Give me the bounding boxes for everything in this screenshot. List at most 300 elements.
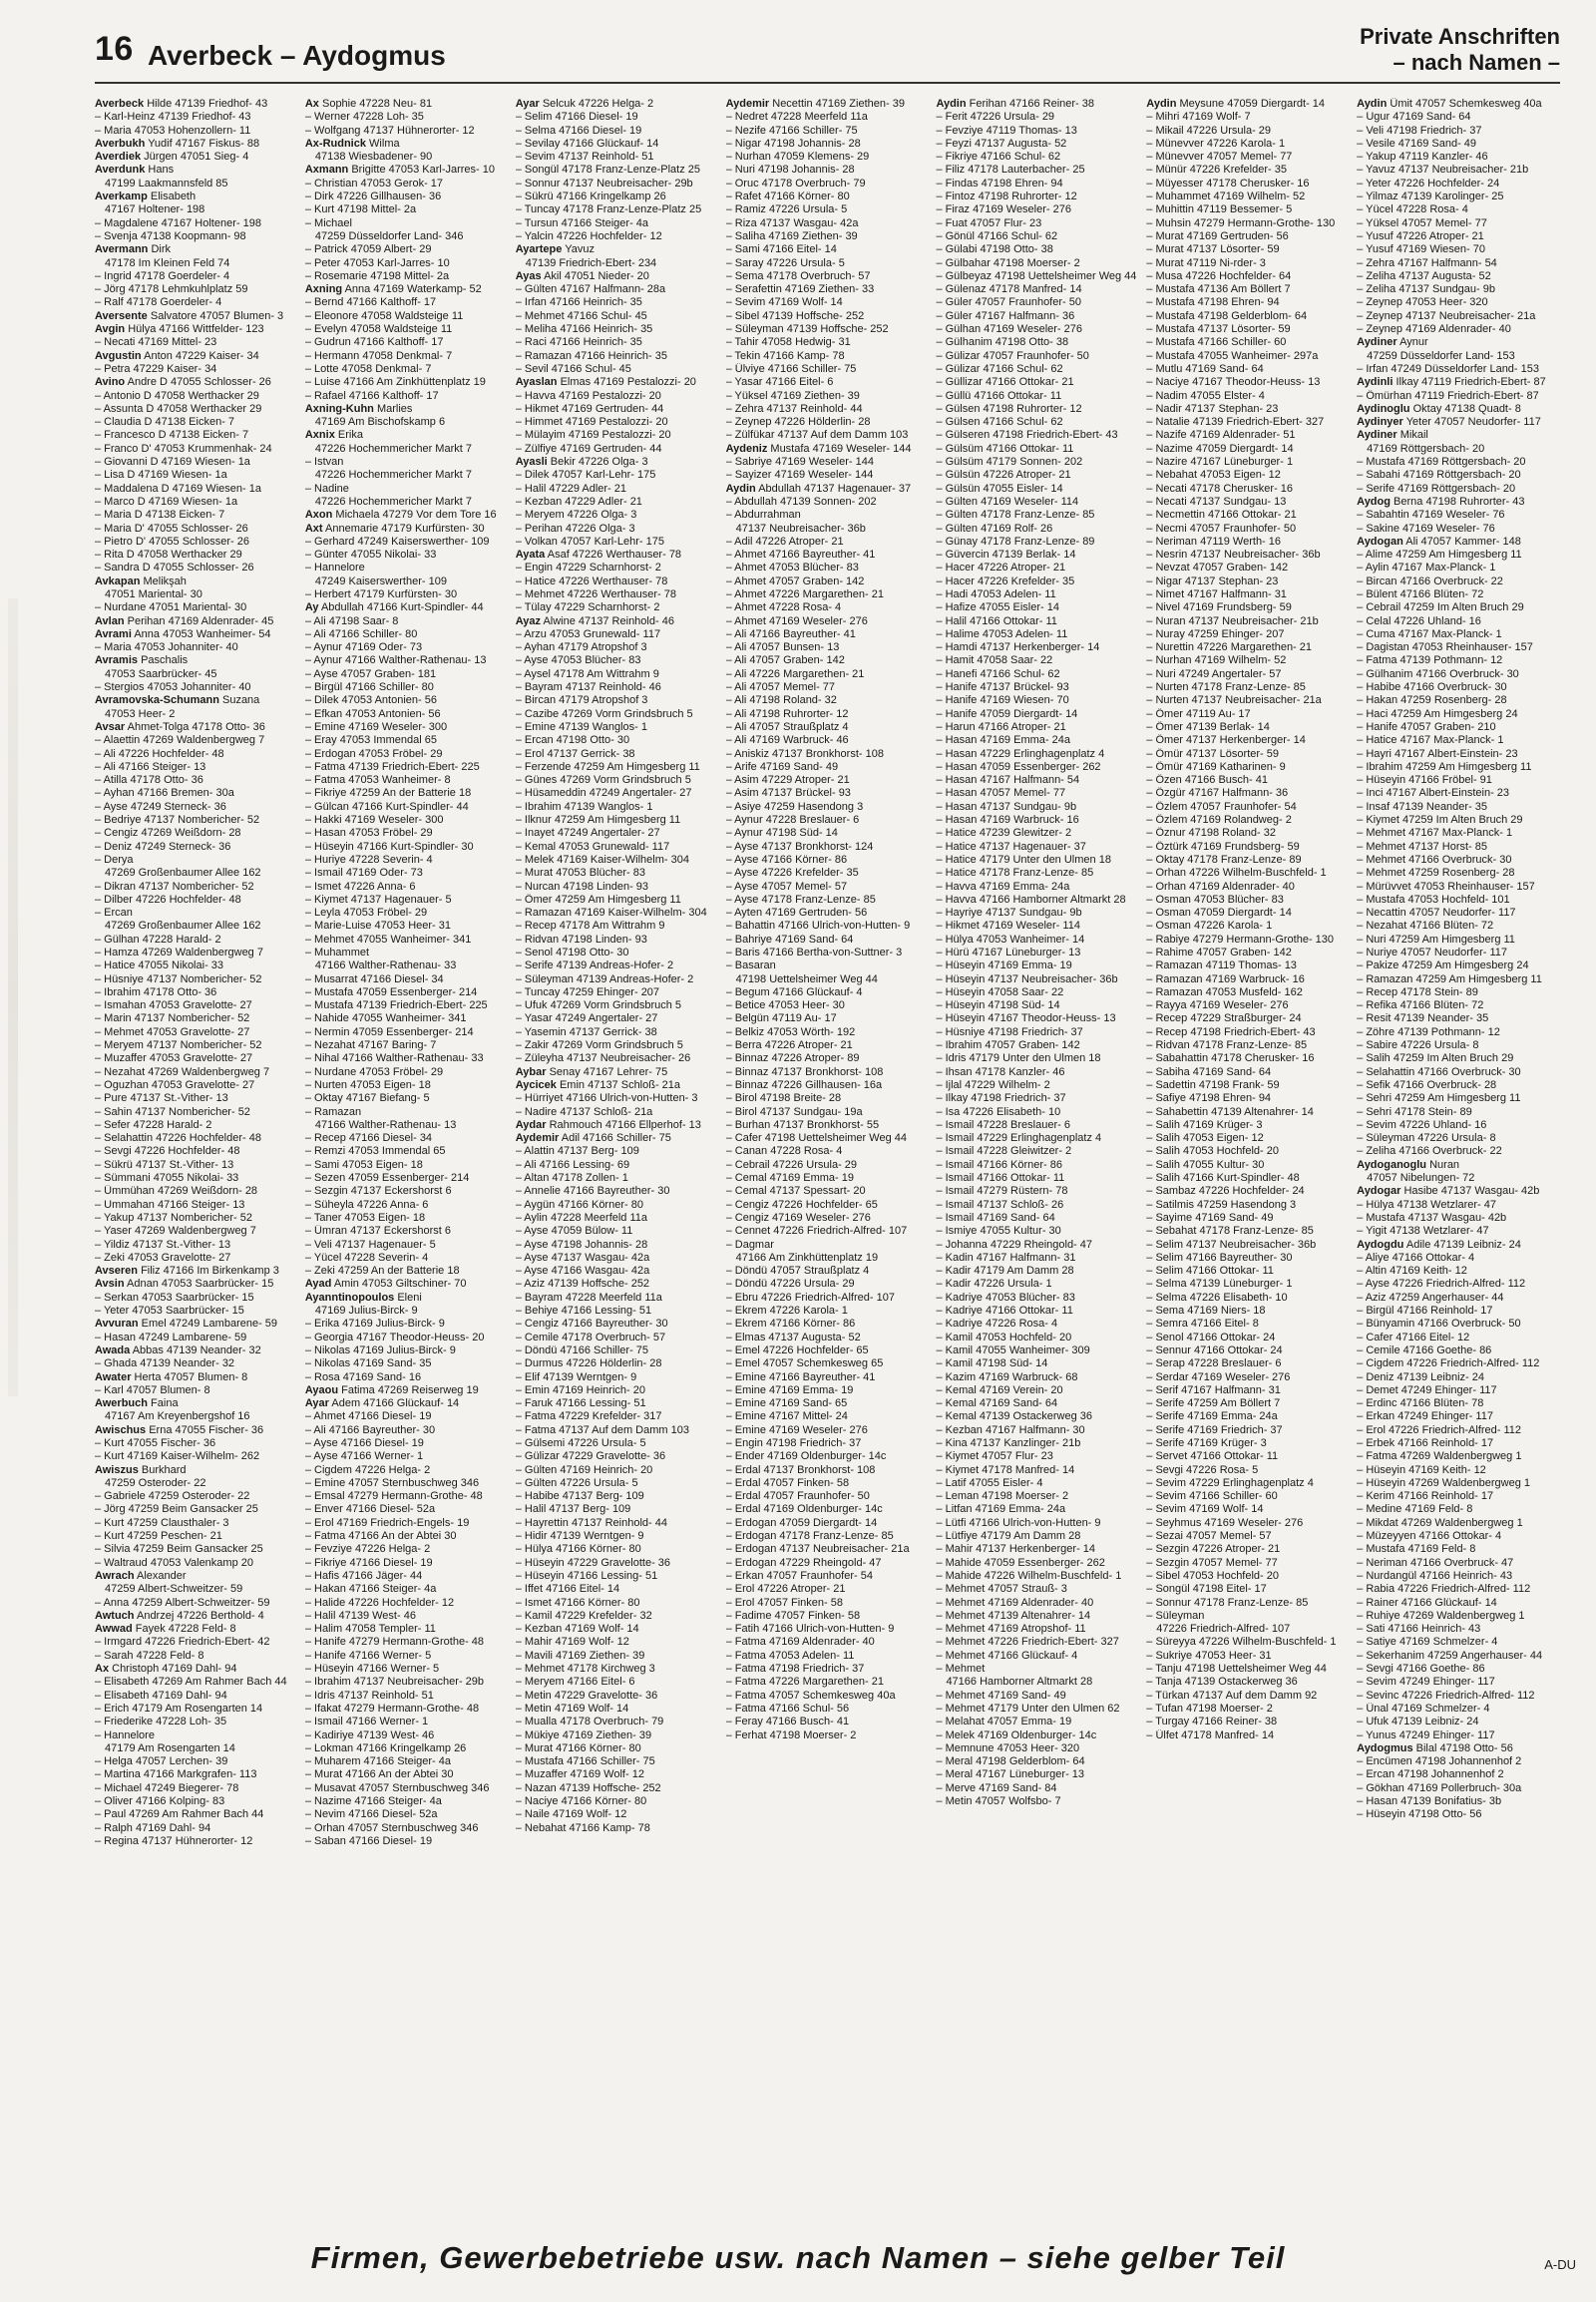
entry-text: – Ali 47166 Schiller- 80 <box>304 627 418 640</box>
entry-text: Fatima 47269 Reiserweg 19 <box>341 1383 479 1396</box>
listing-entry <box>1357 1557 1561 1570</box>
listing-entry <box>305 1371 510 1384</box>
listing-entry <box>726 1012 931 1025</box>
listing-entry <box>1146 363 1351 376</box>
listing-entry <box>95 376 299 389</box>
listing-entry <box>305 1703 510 1716</box>
entry-text: – Petra 47229 Kaiser- 34 <box>95 362 217 375</box>
listing-entry <box>936 1292 1140 1305</box>
entry-text: – Yildiz 47137 St.-Vither- 13 <box>95 1238 231 1251</box>
listing-entry <box>936 1477 1140 1490</box>
entry-text: – Mustafa 47169 Röttgersbach- 20 <box>1357 456 1526 469</box>
entry-text: – Emsal 47279 Hermann-Grothe- 48 <box>304 1490 483 1503</box>
listing-entry <box>305 1052 510 1065</box>
entry-text: – Betice 47053 Heer- 30 <box>725 999 845 1012</box>
listing-entry <box>516 1026 720 1039</box>
entry-text: – Nezahat 47269 Waldenbergweg 7 <box>95 1065 270 1078</box>
listing-entry <box>305 509 510 522</box>
entry-text: – Bahattin 47166 Ulrich-von-Hutten- 9 <box>725 920 911 933</box>
listing-entry <box>936 1782 1140 1795</box>
listing-entry <box>516 920 720 933</box>
listing-entry <box>305 203 510 216</box>
entry-text: – Baris 47166 Bertha-von-Suttner- 3 <box>725 947 903 959</box>
entry-text: – Muhittin 47119 Bessemer- 5 <box>1146 203 1293 216</box>
listing-entry <box>1357 178 1561 191</box>
entry-text: – Ercan <box>95 907 133 920</box>
listing-entry <box>1146 654 1351 667</box>
listing-entry <box>726 363 931 376</box>
entry-text: – Hatice 47226 Werthauser- 78 <box>515 575 668 587</box>
entry-text: – Belgün 47119 Au- 17 <box>725 1012 837 1025</box>
listing-entry <box>305 350 510 363</box>
surname: Awerbuch <box>95 1397 148 1410</box>
entry-text: – Gülten 47226 Ursula- 5 <box>515 1476 638 1489</box>
listing-entry <box>305 881 510 894</box>
entry-text: – Meral 47167 Lüneburger- 13 <box>936 1768 1085 1781</box>
entry-text: – Emin 47169 Heinrich- 20 <box>515 1383 645 1396</box>
listing-entry <box>936 1517 1140 1530</box>
entry-text: – Günay 47178 Franz-Lenze- 89 <box>936 535 1095 548</box>
entry-text: – Neriman 47166 Overbruck- 47 <box>1357 1556 1514 1569</box>
entry-text: – Dilek 47057 Karl-Lehr- 175 <box>515 469 656 482</box>
entry-text: 47199 Laakmannsfeld 85 <box>105 177 228 190</box>
listing-entry <box>1357 1450 1561 1463</box>
listing-entry <box>726 973 931 986</box>
entry-text: Yudif 47167 Fiskus- 88 <box>148 137 260 150</box>
listing-entry <box>1357 1490 1561 1503</box>
entry-text: – Süleyman 47139 Hoffsche- 252 <box>725 323 889 336</box>
entry-text: – Hüseyin 47166 Lessing- 51 <box>515 1569 658 1582</box>
listing-entry <box>726 1543 931 1556</box>
entry-text: – Hasan 47169 Warbruck- 16 <box>936 814 1079 827</box>
entry-text: – Erdinc 47166 Blüten- 78 <box>1357 1397 1484 1410</box>
listing-entry <box>936 1503 1140 1516</box>
entry-text: 47057 Nibelungen- 72 <box>1367 1172 1475 1185</box>
listing-entry <box>1146 1305 1351 1318</box>
listing-entry <box>1146 1052 1351 1065</box>
entry-text: – Erol 47057 Finken- 58 <box>725 1596 843 1609</box>
entry-text: – Hüseyin 47167 Theodor-Heuss- 13 <box>936 1012 1116 1025</box>
entry-text: – Friederike 47228 Loh- 35 <box>95 1716 227 1728</box>
listing-entry <box>936 1464 1140 1477</box>
surname: Axning-Kuhn <box>304 402 374 415</box>
listing-entry <box>1146 1239 1351 1252</box>
entry-text: – Maria D 47138 Eicken- 7 <box>95 509 225 522</box>
entry-text: Suzana <box>221 694 260 707</box>
listing-entry <box>1357 217 1561 230</box>
listing-entry <box>936 694 1140 707</box>
listing-entry <box>305 1583 510 1596</box>
listing-entry <box>305 1292 510 1305</box>
entry-text: Emel 47249 Lambarene- 59 <box>141 1318 278 1331</box>
entry-text: – Rafet 47166 Körner- 80 <box>725 191 850 203</box>
entry-text: – Mehmet 47178 Kirchweg 3 <box>515 1663 655 1676</box>
entry-text: – Fatma 47269 Waldenbergweg 1 <box>1357 1450 1522 1463</box>
entry-text: Meysune 47059 Diergardt- 14 <box>1179 98 1326 110</box>
entry-text: – Yeter 47053 Saarbrücker- 15 <box>95 1305 244 1318</box>
listing-entry <box>1146 1357 1351 1370</box>
listing-entry <box>1357 881 1561 894</box>
surname: Ayad <box>304 1278 332 1291</box>
entry-text: – Hasan 47167 Halfmann- 54 <box>936 774 1080 787</box>
listing-entry <box>936 827 1140 840</box>
entry-text: – Volkan 47057 Karl-Lehr- 175 <box>515 535 664 548</box>
listing-entry <box>936 934 1140 947</box>
listing-entry <box>936 509 1140 522</box>
listing-entry <box>516 748 720 761</box>
listing-entry <box>726 748 931 761</box>
entry-text: – Nesrin 47137 Neubreisacher- 36b <box>1146 549 1321 562</box>
listing-entry <box>1357 1132 1561 1145</box>
entry-text: – Neriman 47119 Werth- 16 <box>1146 535 1282 548</box>
listing-entry <box>726 549 931 562</box>
section-title-line2: – nach Namen – <box>1393 50 1560 75</box>
listing-entry <box>1146 257 1351 270</box>
entry-text: Herta 47057 Blumen- 8 <box>134 1370 248 1383</box>
listing-entry <box>95 1822 299 1835</box>
listing-entry <box>726 801 931 814</box>
listing-entry <box>936 111 1140 124</box>
listing-entry <box>305 1729 510 1742</box>
entry-text: – Ramiz 47226 Ursula- 5 <box>725 203 848 216</box>
entry-text: – Ercan 47198 Johannenhof 2 <box>1357 1768 1504 1781</box>
listing-entry <box>95 125 299 138</box>
listing-entry <box>95 1384 299 1397</box>
entry-text: – Evelyn 47058 Waldsteige 11 <box>304 323 453 336</box>
entry-text: – Sevim 47169 Wolf- 14 <box>1146 1503 1264 1516</box>
listing-entry <box>516 1318 720 1331</box>
listing-entry <box>1357 1079 1561 1092</box>
listing-entry <box>1146 98 1351 111</box>
listing-entry <box>726 257 931 270</box>
entry-text: – Kadir 47226 Ursula- 1 <box>936 1278 1052 1291</box>
entry-text: 47166 Walther-Rathenau- 13 <box>314 1118 457 1131</box>
entry-text: – Hüseyin 47137 Neubreisacher- 36b <box>936 972 1118 985</box>
surname: Ax-Rudnick <box>304 137 366 150</box>
footer-note: Firmen, Gewerbebetriebe usw. nach Namen – siehe gelber Teil <box>310 2240 1286 2275</box>
listing-entry <box>95 668 299 681</box>
entry-text: – Kiymet 47259 Im Alten Bruch 29 <box>1357 814 1523 827</box>
listing-entry <box>936 1729 1140 1742</box>
listing-entry <box>726 1716 931 1728</box>
entry-text: – Sayime 47169 Sand- 49 <box>1146 1211 1274 1224</box>
listing-entry <box>1357 1344 1561 1357</box>
listing-entry <box>95 841 299 854</box>
listing-entry <box>1146 1212 1351 1225</box>
entry-text: – Hakan 47166 Steiger- 4a <box>304 1583 437 1596</box>
listing-entry <box>95 283 299 296</box>
entry-text: – Fintoz 47198 Ruhrorter- 12 <box>936 191 1077 203</box>
listing-entry <box>95 654 299 667</box>
listing-column-7 <box>1357 98 1561 2224</box>
entry-text: – Ömer 47137 Herkenberger- 14 <box>1146 734 1306 747</box>
listing-entry <box>95 1079 299 1092</box>
listing-entry <box>95 1052 299 1065</box>
listing-entry <box>305 1012 510 1025</box>
entry-text: – Gülbeyaz 47198 Uettelsheimer Weg 44 <box>936 269 1137 282</box>
listing-entry <box>1146 1079 1351 1092</box>
listing-entry <box>516 1305 720 1318</box>
entry-text: – Ayse 47053 Blücher- 83 <box>515 654 641 667</box>
entry-text: – Yunus 47249 Ehinger- 117 <box>1357 1728 1495 1741</box>
entry-text: – Zeliha 47137 Sundgau- 9b <box>1357 283 1495 296</box>
entry-text: – Yücel 47228 Severin- 4 <box>304 1251 429 1264</box>
listing-entry <box>1146 243 1351 256</box>
listing-entry <box>1146 827 1351 840</box>
listing-entry <box>1146 999 1351 1012</box>
surname: Aycicek <box>515 1078 557 1091</box>
listing-entry <box>1146 1424 1351 1437</box>
entry-text: – Ufuk 47139 Leibniz- 24 <box>1357 1716 1479 1728</box>
entry-text: – Ali 47057 Bunsen- 13 <box>725 641 840 654</box>
entry-text: Ilkay 47119 Friedrich-Ebert- 87 <box>1396 376 1546 389</box>
entry-text: – Recep 47229 Straßburger- 24 <box>1146 1012 1302 1025</box>
entry-text: – Emine 47169 Sand- 65 <box>725 1397 848 1410</box>
surname: Aydin <box>725 482 756 495</box>
entry-text: – Nurcan 47198 Linden- 93 <box>515 880 649 893</box>
entry-text: – Ebru 47226 Friedrich-Alfred- 107 <box>725 1291 895 1304</box>
listing-entry <box>516 1464 720 1477</box>
entry-text: – Hasan 47059 Essenberger- 262 <box>936 760 1101 773</box>
listing-entry <box>936 257 1140 270</box>
entry-text: – Ufuk 47269 Vorm Grindsbruch 5 <box>515 999 682 1012</box>
entry-text: – Ramazan 47166 Heinrich- 35 <box>515 349 667 362</box>
listing-entry <box>1357 1119 1561 1132</box>
listing-entry <box>726 1357 931 1370</box>
listing-entry <box>95 429 299 442</box>
entry-text: – Hüseyin 47269 Waldenbergweg 1 <box>1357 1476 1531 1489</box>
surname: Ayar <box>515 98 540 110</box>
entry-text: – Binnaz 47226 Atroper- 89 <box>725 1052 860 1065</box>
entry-text: – Nurdane 47051 Mariental- 30 <box>95 601 247 614</box>
surname: Aydar <box>515 1118 547 1131</box>
listing-entry <box>95 1278 299 1291</box>
listing-entry <box>936 1344 1140 1357</box>
listing-entry <box>1146 1716 1351 1728</box>
entry-text: – Ferzende 47259 Am Himgesberg 11 <box>515 760 700 773</box>
listing-entry <box>1146 1145 1351 1158</box>
listing-entry <box>516 1039 720 1052</box>
entry-text: – Zeliha 47166 Overbruck- 22 <box>1357 1145 1502 1158</box>
listing-entry <box>936 654 1140 667</box>
entry-text: – Enver 47166 Diesel- 52a <box>304 1503 436 1516</box>
page-number: 16 <box>95 30 134 68</box>
listing-entry <box>516 1650 720 1663</box>
entry-text: – Ayse 47166 Wasgau- 42a <box>515 1265 650 1278</box>
listing-entry <box>726 1410 931 1423</box>
listing-entry <box>516 734 720 747</box>
listing-entry <box>305 1332 510 1344</box>
entry-text: – Necati 47169 Mittel- 23 <box>95 336 217 349</box>
entry-text: – Cemal 47137 Spessart- 20 <box>725 1185 866 1198</box>
listing-entry <box>516 1676 720 1689</box>
listing-entry <box>1357 111 1561 124</box>
listing-entry <box>1357 734 1561 747</box>
listing-entry <box>95 1106 299 1119</box>
listing-entry <box>305 1172 510 1185</box>
entry-text: – Ayse 47178 Franz-Lenze- 85 <box>725 893 876 906</box>
listing-entry <box>1357 1768 1561 1781</box>
surname: Avramovska-Schumann <box>95 694 219 707</box>
entry-text: – Hüseyin 47058 Saar- 22 <box>936 985 1064 998</box>
entry-text: – Pietro D' 47055 Schlosser- 26 <box>95 535 249 548</box>
entry-text: – Emel 47226 Hochfelder- 65 <box>725 1343 869 1356</box>
entry-text: – Halil 47139 West- 46 <box>304 1609 416 1622</box>
entry-text: – Ali 47166 Bayreuther- 30 <box>304 1423 436 1436</box>
entry-text: – Ferit 47226 Ursula- 29 <box>936 111 1055 124</box>
listing-entry <box>95 1795 299 1808</box>
entry-text: – Elisabeth 47169 Dahl- 94 <box>95 1689 227 1702</box>
entry-text: Elisabeth <box>150 191 197 203</box>
entry-text: – Gülhanim 47198 Otto- 38 <box>936 336 1069 349</box>
entry-text: – Gülsen 47198 Ruhrorter- 12 <box>936 402 1082 415</box>
listing-entry <box>936 1623 1140 1636</box>
listing-entry <box>305 1384 510 1397</box>
entry-text: – Tufan 47198 Moerser- 2 <box>1146 1702 1273 1715</box>
entry-text: – Birgül 47166 Reinhold- 17 <box>1357 1305 1493 1318</box>
listing-entry <box>936 456 1140 469</box>
listing-entry <box>726 1132 931 1145</box>
listing-entry <box>936 1265 1140 1278</box>
surname: Ayaslan <box>515 376 558 389</box>
entry-text: – Murat 47137 Lösorter- 59 <box>1146 243 1280 256</box>
entry-text: – Tekin 47166 Kamp- 78 <box>725 349 845 362</box>
entry-text: – Halim 47058 Templer- 11 <box>304 1623 436 1636</box>
entry-text: 47053 Heer- 2 <box>105 707 176 720</box>
listing-entry <box>1357 1410 1561 1423</box>
listing-entry <box>305 615 510 628</box>
entry-text: – Pakize 47259 Am Himgesberg 24 <box>1357 959 1529 972</box>
entry-text: – Erdal 47137 Bronkhorst- 108 <box>725 1463 876 1476</box>
listing-entry <box>936 1530 1140 1543</box>
entry-text: Oktay 47138 Quadt- 8 <box>1412 402 1521 415</box>
listing-entry <box>1357 509 1561 522</box>
surname: Ax <box>95 1663 110 1676</box>
listing-entry <box>305 681 510 694</box>
listing-entry <box>936 310 1140 323</box>
entry-text: – Süleyman 47139 Andreas-Hofer- 2 <box>515 972 694 985</box>
listing-entry <box>1146 1066 1351 1079</box>
entry-text: – Emine 47169 Weseler- 300 <box>304 720 448 733</box>
listing-entry <box>516 1610 720 1623</box>
entry-text: – Efkan 47053 Antonien- 56 <box>304 707 441 720</box>
entry-text: – Maddalena D 47169 Wiesen- 1a <box>95 482 261 495</box>
listing-entry <box>1357 310 1561 323</box>
listing-entry <box>305 178 510 191</box>
entry-text: – Hakan 47259 Rosenberg- 28 <box>1357 694 1507 707</box>
listing-entry <box>516 1185 720 1198</box>
listing-entry <box>305 1597 510 1610</box>
listing-entry <box>726 270 931 283</box>
listing-entry <box>305 1690 510 1703</box>
listing-entry <box>305 1239 510 1252</box>
listing-entry <box>516 1066 720 1079</box>
entry-text: – Bayram 47228 Meerfeld 11a <box>515 1291 662 1304</box>
entry-text: – Tahir 47058 Hedwig- 31 <box>725 336 851 349</box>
listing-entry <box>1357 536 1561 549</box>
entry-text: – Hüsniye 47198 Friedrich- 37 <box>936 1025 1083 1038</box>
entry-text: – Silvia 47259 Beim Gansacker 25 <box>95 1543 263 1556</box>
listing-entry <box>305 1185 510 1198</box>
entry-text: – Mehmet 47137 Horst- 85 <box>1357 840 1488 853</box>
entry-text: Selcuk 47226 Helga- 2 <box>542 98 654 110</box>
entry-text: – Nevzat 47057 Graben- 142 <box>1146 562 1289 575</box>
listing-entry <box>516 1768 720 1781</box>
listing-entry <box>726 429 931 442</box>
listing-entry <box>1357 1199 1561 1212</box>
listing-entry <box>1357 562 1561 575</box>
listing-entry <box>305 151 510 164</box>
listing-entry <box>516 654 720 667</box>
entry-text: Salvatore 47057 Blumen- 3 <box>150 309 284 322</box>
listing-entry <box>1146 178 1351 191</box>
surname: Averbeck <box>95 98 145 110</box>
listing-entry <box>1146 429 1351 442</box>
listing-entry <box>1146 1132 1351 1145</box>
entry-text: – Mehmet 47166 Glückauf- 4 <box>936 1649 1078 1662</box>
entry-text: – Öztürk 47169 Frundsberg- 59 <box>1146 840 1300 853</box>
listing-entry <box>936 986 1140 999</box>
entry-text: 47167 Holtener- 198 <box>105 203 205 216</box>
listing-entry <box>1146 1583 1351 1596</box>
listing-entry <box>1146 934 1351 947</box>
listing-entry <box>305 283 510 296</box>
listing-entry <box>726 1490 931 1503</box>
entry-text: – Hatice 47055 Nikolai- 33 <box>95 959 224 972</box>
listing-entry <box>516 1410 720 1423</box>
surname: Aydiner <box>1357 336 1397 349</box>
entry-text: – Natalie 47139 Friedrich-Ebert- 327 <box>1146 416 1325 429</box>
entry-text: – Metin 47229 Gravelotte- 36 <box>515 1689 658 1702</box>
entry-text: Bekir 47226 Olga- 3 <box>550 456 648 469</box>
listing-entry <box>726 1039 931 1052</box>
entry-text: – Yüksel 47169 Ziethen- 39 <box>725 389 860 402</box>
entry-text: – Filiz 47178 Lauterbacher- 25 <box>936 164 1085 177</box>
listing-entry <box>516 1663 720 1676</box>
listing-entry <box>305 576 510 588</box>
entry-text: – Halime 47053 Adelen- 11 <box>936 627 1068 640</box>
listing-entry <box>305 496 510 509</box>
listing-entry <box>516 1252 720 1265</box>
entry-text: – Ercan 47198 Otto- 30 <box>515 734 630 747</box>
entry-text: – Ferhat 47198 Moerser- 2 <box>725 1728 857 1741</box>
listing-entry <box>305 1278 510 1291</box>
entry-text: – Hürü 47167 Lüneburger- 13 <box>936 947 1081 959</box>
entry-text: – Hasan 47137 Sundgau- 9b <box>936 800 1077 813</box>
entry-text: – Sehri 47259 Am Himgesberg 11 <box>1357 1092 1521 1105</box>
entry-text: – Arife 47169 Sand- 49 <box>725 760 839 773</box>
listing-entry <box>305 761 510 774</box>
entry-text: – Necati 47137 Sundgau- 13 <box>1146 495 1287 508</box>
entry-text: – Emine 47057 Sternbuschweg 346 <box>304 1476 480 1489</box>
listing-entry <box>516 523 720 536</box>
listing-entry <box>516 1503 720 1516</box>
listing-entry <box>1357 1636 1561 1649</box>
entry-text: – Fatma 47053 Adelen- 11 <box>725 1649 855 1662</box>
listing-entry <box>1357 920 1561 933</box>
listing-entry <box>95 1199 299 1212</box>
entry-text: – Serdar 47169 Weseler- 276 <box>1146 1370 1291 1383</box>
listing-entry <box>1357 1623 1561 1636</box>
entry-text: – Nuriye 47057 Neudorfer- 117 <box>1357 947 1507 959</box>
listing-entry <box>936 469 1140 482</box>
listing-entry <box>936 363 1140 376</box>
entry-text: – Salih 47169 Krüger- 3 <box>1146 1118 1263 1131</box>
listing-entry <box>305 1716 510 1728</box>
listing-entry <box>1146 947 1351 959</box>
listing-entry <box>726 1225 931 1238</box>
surname: Avvuran <box>95 1318 139 1331</box>
